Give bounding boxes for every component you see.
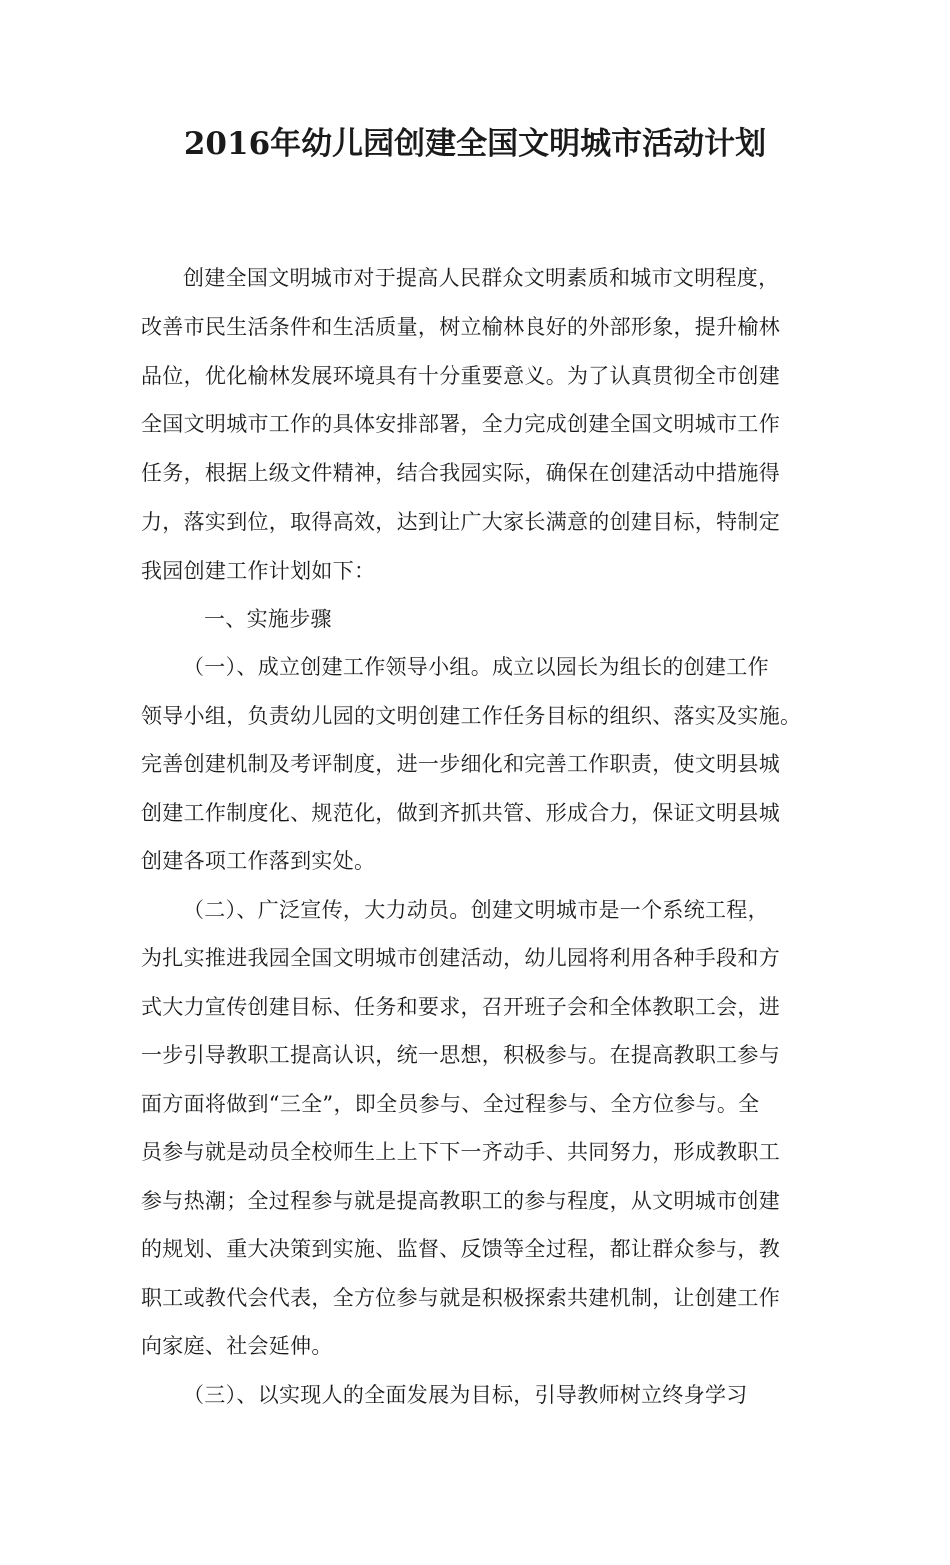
- paragraph-line: 我园创建工作计划如下：: [141, 559, 376, 583]
- paragraph-line: 改善市民生活条件和生活质量，树立榆林良好的外部形象，提升榆林: [141, 315, 780, 339]
- paragraph-line: 为扎实推进我园全国文明城市创建活动，幼儿园将利用各种手段和方: [141, 946, 780, 970]
- paragraph-line: 品位，优化榆林发展环境具有十分重要意义。为了认真贯彻全市创建: [141, 364, 780, 388]
- paragraph-line: 向家庭、社会延伸。: [141, 1334, 333, 1358]
- paragraph-line: （二）、广泛宣传，大力动员。创建文明城市是一个系统工程，: [183, 898, 769, 922]
- paragraph-line: 参与热潮；全过程参与就是提高教职工的参与程度，从文明城市创建: [141, 1189, 780, 1213]
- paragraph-line: （一）、成立创建工作领导小组。成立以园长为组长的创建工作: [183, 655, 769, 679]
- paragraph-line: （三）、以实现人的全面发展为目标，引导教师树立终身学习: [183, 1383, 748, 1407]
- paragraph-line: 创建各项工作落到实处。: [141, 849, 376, 873]
- paragraph-line: 面方面将做到“三全”，即全员参与、全过程参与、全方位参与。全: [141, 1092, 760, 1116]
- paragraph-line: 式大力宣传创建目标、任务和要求，召开班子会和全体教职工会，进: [141, 995, 780, 1019]
- paragraph-line: 领导小组，负责幼儿园的文明创建工作任务目标的组织、落实及实施。: [141, 704, 802, 728]
- paragraph-line: 创建工作制度化、规范化，做到齐抓共管、形成合力，保证文明县城: [141, 801, 780, 825]
- paragraph-line: 员参与就是动员全校师生上上下下一齐动手、共同努力，形成教职工: [141, 1140, 780, 1164]
- paragraph-line: 创建全国文明城市对于提高人民群众文明素质和城市文明程度，: [183, 266, 780, 290]
- document-title: 2016年幼儿园创建全国文明城市活动计划: [183, 126, 767, 162]
- paragraph-line: 的规划、重大决策到实施、监督、反馈等全过程，都让群众参与，教: [141, 1237, 780, 1261]
- paragraph-line: 力，落实到位，取得高效，达到让广大家长满意的创建目标，特制定: [141, 510, 780, 534]
- paragraph-line: 完善创建机制及考评制度，进一步细化和完善工作职责，使文明县城: [141, 752, 780, 776]
- paragraph-line: 任务，根据上级文件精神，结合我园实际，确保在创建活动中措施得: [141, 461, 780, 485]
- paragraph-line: 职工或教代会代表，全方位参与就是积极探索共建机制，让创建工作: [141, 1286, 780, 1310]
- paragraph-line: 一步引导教职工提高认识，统一思想，积极参与。在提高教职工参与: [141, 1043, 780, 1067]
- paragraph-line: 全国文明城市工作的具体安排部署，全力完成创建全国文明城市工作: [141, 412, 780, 436]
- section-heading: 一、实施步骤: [204, 607, 332, 631]
